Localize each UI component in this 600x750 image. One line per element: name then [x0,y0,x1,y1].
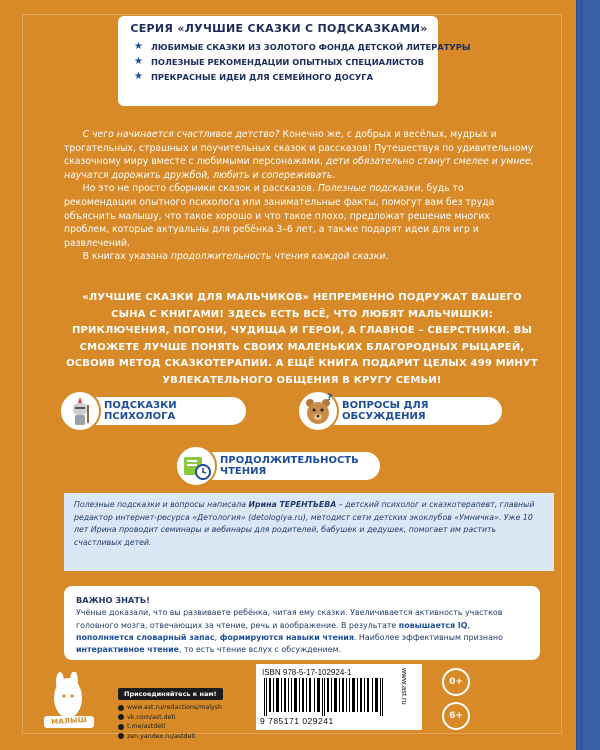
series-title: СЕРИЯ «ЛУЧШИЕ СКАЗКИ С ПОДСКАЗКАМИ» [130,22,428,35]
link-text[interactable]: vk.com/ast.deti [127,713,176,721]
book-clock-icon [174,444,218,488]
link-row[interactable] [118,713,248,723]
pill-label: ПОДСКАЗКИ ПСИХОЛОГА [104,400,177,422]
promo-text: «ЛУЧШИЕ СКАЗКИ ДЛЯ МАЛЬЧИКОВ» НЕПРЕМЕННО ПОДРУЖАТ ВАШЕГО СЫНА С КНИГАМИ! ЗДЕСЬ ЕСТЬ ВСЁ, ЧТО ЛЮБЯТ МАЛЬЧИШКИ: ПРИКЛЮЧЕНИЯ, ПОГОНИ, ЧУДИЩА И ГЕРОИ, А ГЛАВНОЕ – СВЕРСТНИКИ. ВЫ СМОЖЕТЕ ЛУЧШЕ ПОНЯТЬ СВОИХ МАЛЕНЬКИХ БЛАГОРОДНЫХ РЫЦАРЕЙ, ОСВОИВ МЕТОД СКАЗКОТЕРАПИИ. А ЕЩЁ КНИГА ПОДАРИТ ЦЕЛЫХ 499 МИНУТ УВЛЕКАТЕЛЬНОГО ОБЩЕНИЯ В КРУГУ СЕМЬИ! [66,292,538,386]
age-badge-6: 6+ [442,702,470,730]
important-title: ВАЖНО ЗНАТЬ! [76,595,150,605]
author-name: Ирина ТЕРЕНТЬЕВА [248,500,337,509]
barcode [262,678,384,716]
star-icon: ★ [134,71,143,82]
series-item-label: ЛЮБИМЫЕ СКАЗКИ ИЗ ЗОЛОТОГО ФОНДА ДЕТСКОЙ ЛИТЕРАТУРЫ [150,41,471,52]
series-item [134,41,471,52]
link-row[interactable] [118,703,248,713]
zen-icon [118,733,124,739]
svg-text:?: ? [327,393,333,403]
star-icon: ★ [134,56,143,67]
important-text: Учёные доказали, что вы развиваете ребёнка, читая ему сказки. Увеличивается активность участков головного мозга, отвечающих за чтение, речь и воображение. В результате повышается IQ, пополняется словарный запас, формируются навыки чтения. Наиболее эффективным признано интерактивное чтение, то есть чтение вслух с обсуждением. [76,608,503,655]
publisher-logo-text: МАЛЫШ [50,715,88,727]
age-badge-0: 0+ [442,668,470,696]
author-note: Полезные подсказки и вопросы написала Ирина ТЕРЕНТЬЕВА – детский психолог и сказкотерапевт, главный редактор интернет-ресурса «Детология» (detologiya.ru), методист сети детских экоклубов «Умничка». Уже 10 лет Ирина проводит семинары и вебинары для родителей, бабушек и дедушек, помогает им растить счастливых детей. [64,493,554,571]
intro-paragraph-3: В книгах указана продолжительность чтения каждой сказки. [82,251,389,263]
series-item-label: ПОЛЕЗНЫЕ РЕКОМЕНДАЦИИ ОПЫТНЫХ СПЕЦИАЛИСТОВ [150,56,425,67]
pill-reading-duration [180,452,380,480]
intro-paragraph-2: Но это не просто сборники сказок и рассказов. Полезные подсказки, будь то рекомендации опытного психолога или занимательные факты, помогут вам без труда объяснить малышу, что такое хорошо и что такое плохо, предложат решение многих проблем, которые актуальны для ребёнка 3–6 лет, а также подарят идеи для игр и развлечений. [64,183,495,249]
series-item [134,56,428,67]
link-text[interactable]: zen.yandex.ru/astdeti [127,732,196,740]
vk-icon [118,714,124,720]
publisher-logo [40,672,98,740]
series-box [118,16,471,106]
globe-icon [118,705,124,711]
intro-paragraph-1: С чего начинается счастливое детство? Конечно же, с добрых и весёлых, мудрых и трогательных, страшных и поучительных сказок и рассказов! Путешествуя по удивительному сказочному миру вместе с любимыми персонажами, дети обязательно станут смелее и умнее, научатся дорожить дружбой, любить и сопереживать. [64,129,534,181]
pill-psychologist-tips [64,397,246,425]
barcode-number: 9 785171 029241 [260,716,334,726]
telegram-icon [118,724,124,730]
pill-label: ПРОДОЛЖИТЕЛЬНОСТЬ ЧТЕНИЯ [220,455,359,477]
intro-question: С чего начинается счастливое детство? [82,129,280,140]
link-text[interactable]: t.me/astdeti [127,723,166,730]
pill-label: ВОПРОСЫ ДЛЯ ОБСУЖДЕНИЯ [342,400,429,422]
series-item [134,71,428,82]
social-links [118,681,248,741]
link-row[interactable] [118,722,248,732]
pill-discussion-questions [302,393,502,425]
bear-icon [296,389,340,433]
intro-text [64,128,534,264]
join-title: Присоединяйтесь к нам! [118,688,223,700]
isbn: ISBN 978-5-17-102924-1 [262,668,352,677]
barcode-box [256,664,422,730]
knight-icon [58,389,102,433]
book-spine [576,0,600,750]
important-box [64,586,540,660]
series-item-label: ПРЕКРАСНЫЕ ИДЕИ ДЛЯ СЕМЕЙНОГО ДОСУГА [150,71,374,82]
site-url: www.ast.ru [400,668,409,705]
link-text[interactable]: www.ast.ru/redactions/malysh [127,704,223,711]
star-icon: ★ [134,41,143,52]
link-row[interactable] [118,732,248,742]
